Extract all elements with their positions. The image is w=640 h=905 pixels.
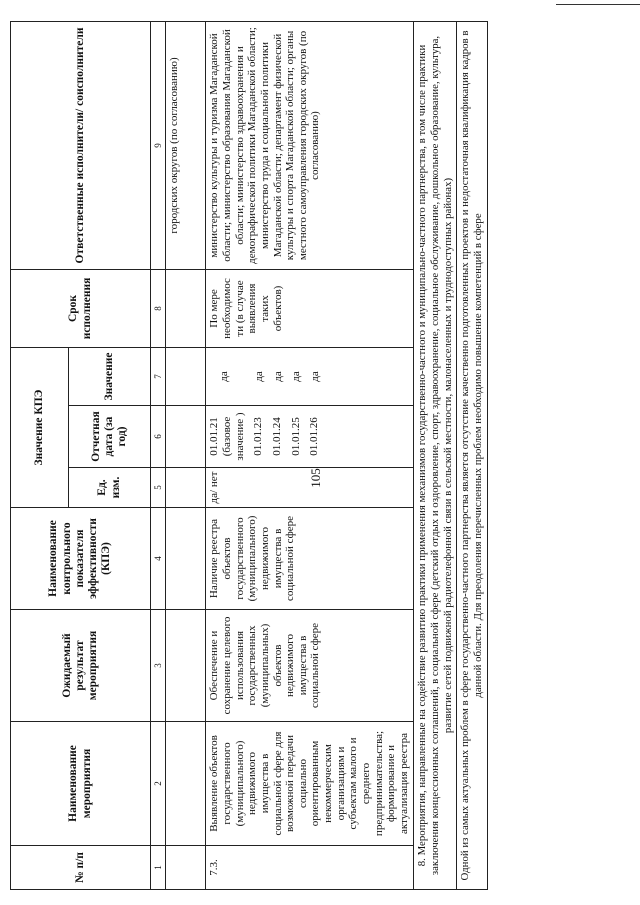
responsible-cell: городских округов (по согласованию) bbox=[166, 21, 206, 269]
header-result: Ожидаемый результат мероприятия bbox=[11, 610, 151, 722]
kpe-value: да bbox=[290, 371, 303, 382]
kpe-value: да bbox=[252, 371, 265, 382]
header-report-date: Отчетная дата (за год) bbox=[69, 406, 151, 468]
section-8-intro-row bbox=[457, 21, 488, 889]
column-number: 6 bbox=[151, 406, 166, 468]
section-intro: Одной из самых актуальных проблем в сфере государственно-частного партнерства является отсутствие качественно подготовленных проектов и недостаточная квалификация кадров в данной области. Для преодоления перечисленных проблем необходимо повышение компетенций в сфере bbox=[457, 21, 488, 889]
column-number: 7 bbox=[151, 347, 166, 405]
page-number: 105 bbox=[307, 468, 323, 488]
header-number: № п/п bbox=[11, 846, 151, 890]
term-cell: По мере необходимос ти (в случае выявления таких объектов) bbox=[206, 269, 413, 347]
report-date: 01.01.24 bbox=[270, 417, 283, 456]
values-cell bbox=[206, 347, 413, 405]
section-8-heading-row bbox=[413, 21, 457, 889]
column-number: 3 bbox=[151, 610, 166, 722]
header-event: Наименование мероприятия bbox=[11, 722, 151, 846]
column-number: 5 bbox=[151, 468, 166, 508]
header-kpe-value-group: Значение КПЭ bbox=[11, 347, 69, 507]
rotated-page bbox=[10, 22, 560, 890]
column-number: 8 bbox=[151, 269, 166, 347]
header-value: Значение bbox=[69, 347, 151, 405]
kpe-value: да bbox=[308, 371, 321, 382]
row-number: 7.3. bbox=[206, 846, 413, 890]
column-number: 4 bbox=[151, 508, 166, 610]
header-kpe: Наименование контрольного показателя эффективности (КПЭ) bbox=[11, 508, 151, 610]
report-date: 01.01.21 (базовое значение ) bbox=[208, 412, 246, 461]
report-date: 01.01.23 bbox=[252, 417, 265, 456]
report-dates-cell bbox=[206, 406, 413, 468]
column-number: 2 bbox=[151, 722, 166, 846]
unit-cell: да/ нет bbox=[206, 468, 413, 508]
header-unit: Ед. изм. bbox=[69, 468, 151, 508]
responsible-cell: министерство культуры и туризма Магаданской области; министерство образования Магаданской области; министерство здравоохранения и демографической политики Магаданской области; министерство труда и социальной политики Магаданской области; департамент физической культуры и спорта Магаданской области; органы местного самоуправления городских округов (по согласованию) bbox=[206, 21, 413, 269]
table-row-7-3 bbox=[206, 21, 413, 889]
header-term: Срок исполнения bbox=[11, 269, 151, 347]
kpe-value: да bbox=[271, 371, 284, 382]
header-responsible: Ответственные исполнители/ соисполнители bbox=[11, 21, 151, 269]
event-cell: Выявление объектов государственного (муниципального) недвижимого имущества в социальной сфере для возможной передачи социально ориентированным некоммерческим организациям и субъектам малого и среднего предпринимательства; формирование и актуализация реестра bbox=[206, 722, 413, 846]
column-number: 9 bbox=[151, 21, 166, 269]
kpe-cell: Наличие реестра объектов государственного (муниципального) недвижимого имущества в социальной сфере bbox=[206, 508, 413, 610]
report-date: 01.01.25 bbox=[289, 417, 302, 456]
kpe-value: да bbox=[218, 371, 231, 382]
report-date: 01.01.26 bbox=[308, 417, 321, 456]
column-number: 1 bbox=[151, 846, 166, 890]
result-cell: Обеспечение и сохранение целевого использования государственных (муниципальных) объектов недвижимого имущества в социальной сфере bbox=[206, 610, 413, 722]
top-rule bbox=[556, 4, 640, 5]
section-heading: 8. Мероприятия, направленные на содействие развитию практики применения механизмов государственно-частного и муниципально-частного партнерства, в том числе практики заключения концессионных соглашений, в социальной сфере (детский отдых и оздоровление, спорт, здравоохранение, социальное обслуживание, дошкольное образование, культура, развитие сетей подвижной радиотелефонной связи в сельской местности, малонаселенных и труднодоступных районах) bbox=[413, 21, 457, 889]
table-row-continuation bbox=[166, 21, 206, 889]
events-table bbox=[10, 21, 488, 890]
